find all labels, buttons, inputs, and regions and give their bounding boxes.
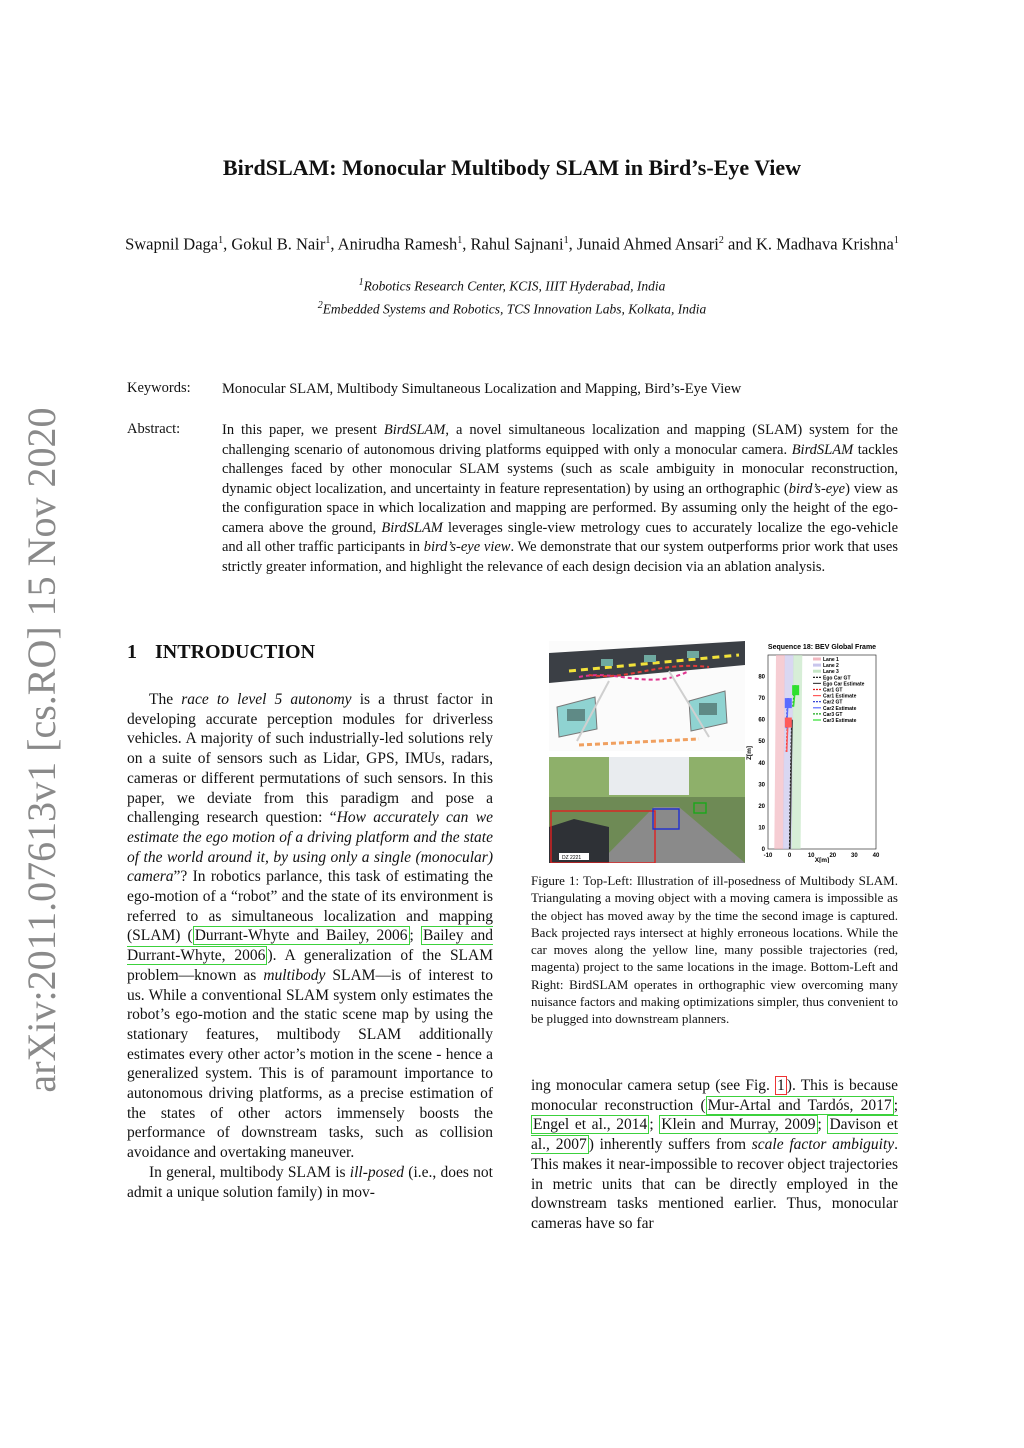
citation-link[interactable]: Klein and Murray, 2009 bbox=[661, 1116, 816, 1134]
chart-car-marker bbox=[785, 718, 792, 728]
research-question: How accurately can we estimate the ego motion of a driving platform and the state of the world around it, by using only a single (monocular) camera bbox=[127, 809, 493, 886]
citation-link[interactable]: Davison et al., 2007 bbox=[531, 1116, 899, 1154]
author-name: and K. Madhava Krishna bbox=[723, 234, 894, 254]
chart-x-tick-label: 0 bbox=[787, 853, 792, 859]
system-name: BirdSLAM bbox=[791, 441, 854, 458]
affiliation-1 bbox=[120, 277, 904, 295]
chart-y-tick-label: 80 bbox=[758, 674, 765, 681]
author-name: Swapnil Daga bbox=[125, 234, 219, 254]
abstract-span: In this paper, we present bbox=[222, 422, 384, 438]
figure-road-photo bbox=[549, 757, 745, 863]
paper-title: BirdSLAM: Monocular Multibody SLAM in Bird’s-Eye View bbox=[222, 155, 802, 180]
legend-label: Car3 Estimate bbox=[823, 718, 857, 724]
text-span: (i.e., does not admit a unique solution family) in mov- bbox=[127, 1163, 493, 1201]
text-span: In general, multibody SLAM is bbox=[149, 1163, 350, 1181]
author-name: , Gokul B. Nair bbox=[223, 234, 326, 254]
system-name: BirdSLAM bbox=[383, 422, 446, 438]
text-span: ). A generalization of the SLAM problem—known as bbox=[127, 947, 494, 984]
chart-series-lane-1 bbox=[779, 655, 781, 849]
left-column bbox=[127, 690, 493, 1202]
text-span: ing monocular camera setup (see Fig. bbox=[531, 1077, 776, 1094]
figure-sky bbox=[609, 757, 689, 795]
chart-x-tick-label: 10 bbox=[807, 853, 815, 859]
affiliation-text: Embedded Systems and Robotics, TCS Innovation Labs, Kolkata, India bbox=[322, 301, 707, 317]
author-affiliation-mark: 1 bbox=[218, 235, 224, 246]
citation-link[interactable]: Bailey and Durrant-Whyte, 2006 bbox=[127, 927, 494, 965]
emphasis: ill-posed bbox=[349, 1163, 405, 1181]
keywords-label: Keywords: bbox=[127, 380, 191, 396]
abstract-span: tackles challenges faced by other monocular SLAM systems (such as scale ambiguity in monocular reconstruction, dynamic object localization, and uncertainty in feature representation) by using an orthographic ( bbox=[222, 441, 899, 497]
chart-y-tick-label: 30 bbox=[758, 782, 765, 789]
text-span: SLAM—is of interest to us. While a conventional SLAM system only estimates the robot’s ego-motion and the static scene map by using the stationary features, multibody SLAM additionally estimates every other actor’s motion in the scene - hence a generalized system. This is of paramount importance to autonomous driving platforms, as a precise estimation of the states of other actors immensely boosts the performance of downstream tasks, such as collision avoidance and overtaking maneuver. bbox=[127, 966, 493, 1162]
chart-y-tick-label: 20 bbox=[758, 803, 765, 810]
text-span: . This makes it near-impossible to recover object trajectories in metric units that can be directly employed in the downstream tasks mentioned earlier. Thus, monocular cameras have so far bbox=[531, 1136, 899, 1232]
author-affiliation-mark: 1 bbox=[325, 235, 331, 246]
abstract-span: ) view as the configuration space in which localization and mapping are performed. By assuming only the height of the ego-camera above the ground, bbox=[222, 480, 899, 536]
affiliation-mark: 2 bbox=[317, 300, 323, 311]
abstract-text bbox=[222, 421, 898, 577]
text-span: ; bbox=[893, 1096, 898, 1114]
text-span: ). This is because monocular reconstruction ( bbox=[531, 1077, 898, 1114]
author-name: , Anirudha Ramesh bbox=[330, 234, 458, 254]
section-title: INTRODUCTION bbox=[155, 641, 316, 663]
paragraph bbox=[531, 1076, 898, 1234]
figure-car-icon bbox=[699, 703, 717, 715]
abstract-label: Abstract: bbox=[127, 421, 181, 437]
citation-link[interactable]: Durrant-Whyte and Bailey, 2006 bbox=[194, 927, 408, 945]
figure-car-icon bbox=[567, 709, 585, 721]
author-affiliation-mark: 2 bbox=[718, 235, 724, 246]
citation-link[interactable]: Engel et al., 2014 bbox=[533, 1116, 648, 1134]
chart-car-marker bbox=[792, 685, 799, 695]
author-name: , Rahul Sajnani bbox=[462, 234, 564, 254]
figure-camera-trajectory bbox=[579, 739, 699, 745]
affiliation-mark: 1 bbox=[358, 277, 364, 288]
legend-label: Lane 1 bbox=[823, 657, 839, 663]
figure-license-plate-text: DZ 2221 bbox=[562, 855, 582, 861]
emphasis: bird’s-eye bbox=[788, 480, 846, 497]
abstract-span: leverages single-view metrology cues to accurately localize the ego-vehicle and all other traffic participants in bbox=[222, 519, 899, 555]
legend-label: Car2 GT bbox=[823, 699, 843, 706]
chart-car-marker bbox=[785, 698, 792, 708]
chart-title: Sequence 18: BEV Global Frame bbox=[767, 644, 877, 651]
legend-label: Car3 GT bbox=[823, 711, 843, 718]
chart-y-ticks bbox=[758, 675, 765, 853]
chart-background bbox=[746, 641, 898, 863]
figure-reference-link[interactable]: 1 bbox=[777, 1077, 785, 1094]
chart-x-tick-label: 20 bbox=[829, 853, 837, 859]
chart-series-lane-2 bbox=[787, 655, 789, 849]
system-name: BirdSLAM bbox=[381, 519, 443, 536]
text-span: is a thrust factor in developing accurate perception modules for driverless vehicles. A majority of such industrially-led solutions rely on a suite of sensors such as Lidar, GPS, IMUs, radars, cameras or different permutations of such sensors. In this paper, we deviate from this paradigm and pose a challenging research question: “ bbox=[127, 691, 493, 827]
author-list bbox=[120, 230, 904, 255]
emphasis: race to level 5 autonomy bbox=[181, 691, 352, 708]
right-column bbox=[531, 1076, 898, 1234]
legend-label: Lane 3 bbox=[823, 669, 839, 676]
figure-caption: Figure 1: Top-Left: Illustration of ill-posedness of Multibody SLAM. Triangulating a moving object with a moving camera is impossible as the object has moved away by the time the second image is captured. Back projected rays intersect at highly erroneous locations. While the car moves along the yellow line, many possible trajectories (red, magenta) project to the same locations in the image. Bottom-Left and Right: BirdSLAM operates in orthographic view overcoming many nuisance factors and making optimizations simpler, thus convenient to be plugged into downstream planners. bbox=[531, 873, 898, 1027]
emphasis: bird’s-eye view bbox=[423, 539, 511, 555]
text-span: ; bbox=[649, 1116, 660, 1134]
legend-label: Car1 Estimate bbox=[823, 693, 857, 700]
author-affiliation-mark: 1 bbox=[563, 235, 569, 246]
abstract-span: . We demonstrate that our system outperforms prior work that uses strictly greater information, and highlight the relevance of each design decision via an ablation analysis. bbox=[222, 539, 898, 575]
figure-car-icon bbox=[644, 655, 656, 662]
text-span: ; bbox=[409, 927, 422, 945]
emphasis: scale factor ambiguity bbox=[751, 1136, 895, 1154]
chart-series-lane-3 bbox=[796, 655, 798, 849]
legend-label: Car1 GT bbox=[823, 687, 843, 694]
paragraph bbox=[127, 1163, 493, 1202]
author-affiliation-mark: 1 bbox=[893, 235, 899, 246]
chart-y-tick-label: 60 bbox=[758, 717, 765, 724]
affiliation-text: Robotics Research Center, KCIS, IIIT Hyderabad, India bbox=[363, 278, 666, 294]
legend-label: Ego Car GT bbox=[823, 675, 851, 682]
figure-bev-chart bbox=[746, 641, 898, 863]
legend-label: Lane 2 bbox=[823, 663, 839, 670]
legend-label: Ego Car Estimate bbox=[823, 681, 865, 688]
chart-y-label: Z[m] bbox=[746, 745, 753, 761]
chart-lane-bands bbox=[779, 655, 798, 849]
keywords-text: Monocular SLAM, Multibody Simultaneous Localization and Mapping, Bird’s-Eye View bbox=[222, 381, 742, 397]
figure-car-icon bbox=[601, 659, 613, 666]
abstract-span: , a novel simultaneous localization and mapping (SLAM) system for the challenging scenario of autonomous driving platforms equipped with only a monocular camera. bbox=[222, 422, 898, 458]
arxiv-stamp: arXiv:2011.07613v1 [cs.RO] 15 Nov 2020 bbox=[19, 407, 64, 1093]
text-span: ) inherently suffers from bbox=[588, 1136, 752, 1154]
figure-illustration-3d bbox=[549, 641, 745, 751]
chart-y-tick-label: 0 bbox=[761, 847, 765, 853]
chart-y-tick-label: 50 bbox=[758, 739, 765, 746]
legend-label: Car2 Estimate bbox=[823, 705, 857, 712]
section-number: 1 bbox=[127, 641, 137, 663]
author-name: , Junaid Ahmed Ansari bbox=[568, 234, 719, 254]
figure-car-icon bbox=[687, 651, 699, 658]
text-span: ; bbox=[817, 1116, 828, 1134]
chart-x-tick-label: 40 bbox=[872, 853, 880, 859]
text-span: The bbox=[149, 691, 182, 708]
author-affiliation-mark: 1 bbox=[457, 235, 463, 246]
chart-x-tick-label: 30 bbox=[851, 853, 858, 859]
chart-y-tick-label: 70 bbox=[758, 696, 765, 703]
paragraph bbox=[127, 690, 493, 1163]
section-heading bbox=[127, 641, 333, 664]
text-span: ”? In robotics parlance, this task of estimating the ego-motion of a “robot” and the state of its environment is referred to as simultaneous localization and mapping (SLAM) ( bbox=[127, 868, 493, 945]
emphasis: multibody bbox=[263, 966, 326, 984]
affiliation-2 bbox=[120, 300, 904, 318]
chart-y-tick-label: 40 bbox=[758, 760, 765, 767]
chart-y-tick-label: 10 bbox=[758, 825, 765, 832]
chart-x-label: X[m] bbox=[814, 857, 830, 863]
chart-x-tick-label: -10 bbox=[763, 853, 773, 859]
citation-link[interactable]: Mur-Artal and Tardós, 2017 bbox=[707, 1096, 892, 1114]
